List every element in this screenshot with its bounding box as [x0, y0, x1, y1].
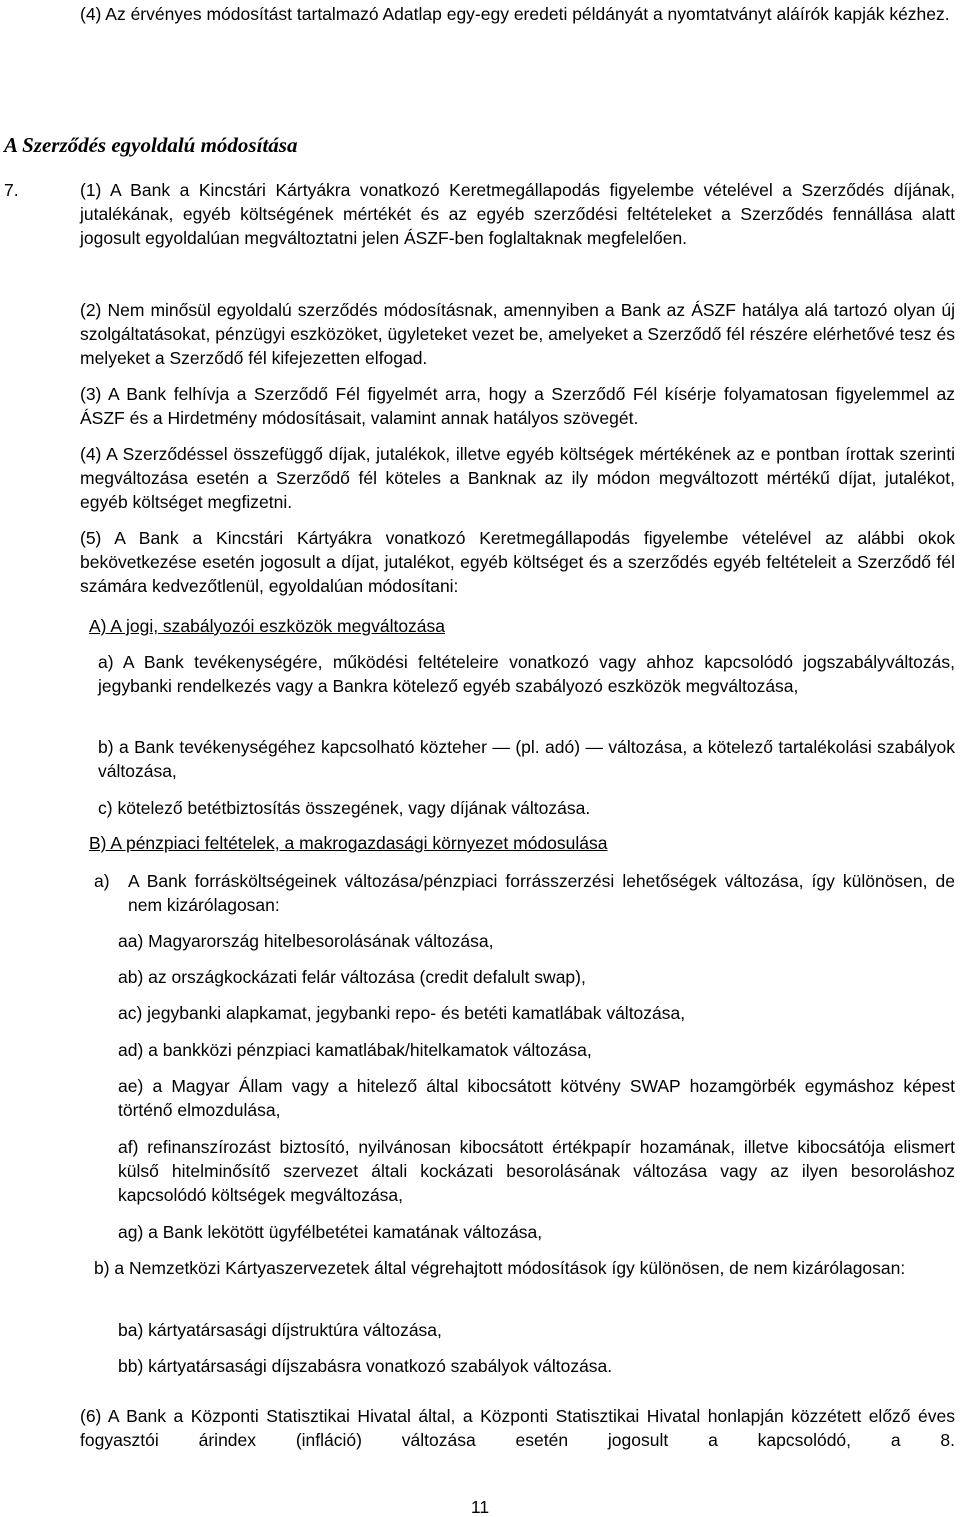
paragraph-7-1: (1) A Bank a Kincstári Kártyákra vonatkozó Keretmegállapodás figyelembe vételével a Szerződés díjának, jutalékának, egyéb költségének mértékét és az egyéb szerződési feltételeket a Szerződés fennállása alatt jogosult egyoldalúan megváltoztatni jelen ÁSZF-ben foglaltaknak megfelelően. — [80, 180, 955, 248]
section-a-item-b: b) a Bank tevékenységéhez kapcsolható közteher — (pl. adó) — változása, a kötelező tartalékolási szabályok változása, — [98, 737, 955, 781]
section-b-item-af: af) refinanszírozást biztosító, nyilvánosan kibocsátott értékpapír hozamának, illetve kibocsátója elismert külső hitelminősítő szervezet általi kockázati besorolásának változása vagy az ilyen besoroláshoz kapcsolódó költségek megváltozása, — [118, 1137, 955, 1205]
paragraph-7-5: (5) A Bank a Kincstári Kártyákra vonatkozó Keretmegállapodás figyelembe vételével az alábbi okok bekövetkezése esetén jogosult a díjat, jutalékot, egyéb költséget és a szerződés egyéb feltételeit a Szerződő fél számára kedvezőtlenül, egyoldalúan módosítani: — [80, 528, 955, 596]
section-b-item-b: b) a Nemzetközi Kártyaszervezetek által végrehajtott módosítások így különösen, de nem kizárólagosan: — [94, 1258, 906, 1278]
paragraph-7-4: (4) A Szerződéssel összefüggő díjak, jutalékok, illetve egyéb költségek mértékének az e pontban írottak szerinti megváltozása esetén a Szerződő fél köteles a Banknak az ily módon megváltozott mértékű díjat, jutalékot, egyéb költséget megfizetni. — [80, 444, 955, 512]
section-b-item-ae: ae) a Magyar Állam vagy a hitelező által kibocsátott kötvény SWAP hozamgörbék egymáshoz képest történő elmozdulása, — [118, 1076, 955, 1120]
section-b-item-ab: ab) az országkockázati felár változása (credit defalult swap), — [118, 967, 586, 987]
section-a-title: A) A jogi, szabályozói eszközök megváltozása — [89, 616, 446, 636]
section-a-item-a: a) A Bank tevékenységére, működési feltételeire vonatkozó vagy ahhoz kapcsolódó jogszabályváltozás, jegybanki rendelkezés vagy a Bankra kötelező egyéb szabályozó eszközök megváltozása, — [98, 652, 955, 696]
section-b-item-ad: ad) a bankközi pénzpiaci kamatlábak/hitelkamatok változása, — [118, 1040, 592, 1060]
paragraph-7-2: (2) Nem minősül egyoldalú szerződés módosításnak, amennyiben a Bank az ÁSZF hatálya alá tartozó olyan új szolgáltatásokat, pénzügyi eszközöket, ügyleteket vezet be, amelyeket a Szerződő fél részére elérhetővé tesz és melyeket a Szerződő fél kifejezetten elfogad. — [80, 300, 955, 368]
paragraph-7-3: (3) A Bank felhívja a Szerződő Fél figyelmét arra, hogy a Szerződő Fél kísérje folyamatosan figyelemmel az ÁSZF és a Hirdetmény módosításait, valamint annak hatályos szövegét. — [80, 384, 955, 428]
section-a-item-c: c) kötelező betétbiztosítás összegének, vagy díjának változása. — [98, 798, 591, 818]
section-b-item-a: A Bank forrásköltségeinek változása/pénzpiaci forrásszerzési lehetőségek változása, így különösen, de nem kizárólagosan: — [128, 871, 955, 915]
section-b-item-bb: bb) kártyatársasági díjszabásra vonatkozó szabályok változása. — [118, 1356, 613, 1376]
item-number: 7. — [4, 180, 19, 200]
section-b-item-ag: ag) a Bank lekötött ügyfélbetétei kamatának változása, — [118, 1222, 543, 1242]
section-b-item-ba: ba) kártyatársasági díjstruktúra változása, — [118, 1320, 442, 1340]
section-b-item-a-label: a) — [94, 871, 110, 891]
section-b-title: B) A pénzpiaci feltételek, a makrogazdasági környezet módosulása — [89, 833, 608, 853]
section-b-item-aa: aa) Magyarország hitelbesorolásának változása, — [118, 931, 494, 951]
page-number: 11 — [470, 1497, 490, 1517]
top-paragraph: (4) Az érvényes módosítást tartalmazó Adatlap egy-egy eredeti példányát a nyomtatványt aláírók kapják kézhez. — [80, 4, 950, 24]
section-heading: A Szerződés egyoldalú módosítása — [4, 133, 298, 157]
section-b-item-ac: ac) jegybanki alapkamat, jegybanki repo- és betéti kamatlábak változása, — [118, 1003, 686, 1023]
paragraph-7-6: (6) A Bank a Központi Statisztikai Hivatal által, a Központi Statisztikai Hivatal honlapján közzétett előző éves fogyasztói árindex (infláció) változása esetén jogosult a kapcsolódó, a 8. — [80, 1406, 955, 1450]
